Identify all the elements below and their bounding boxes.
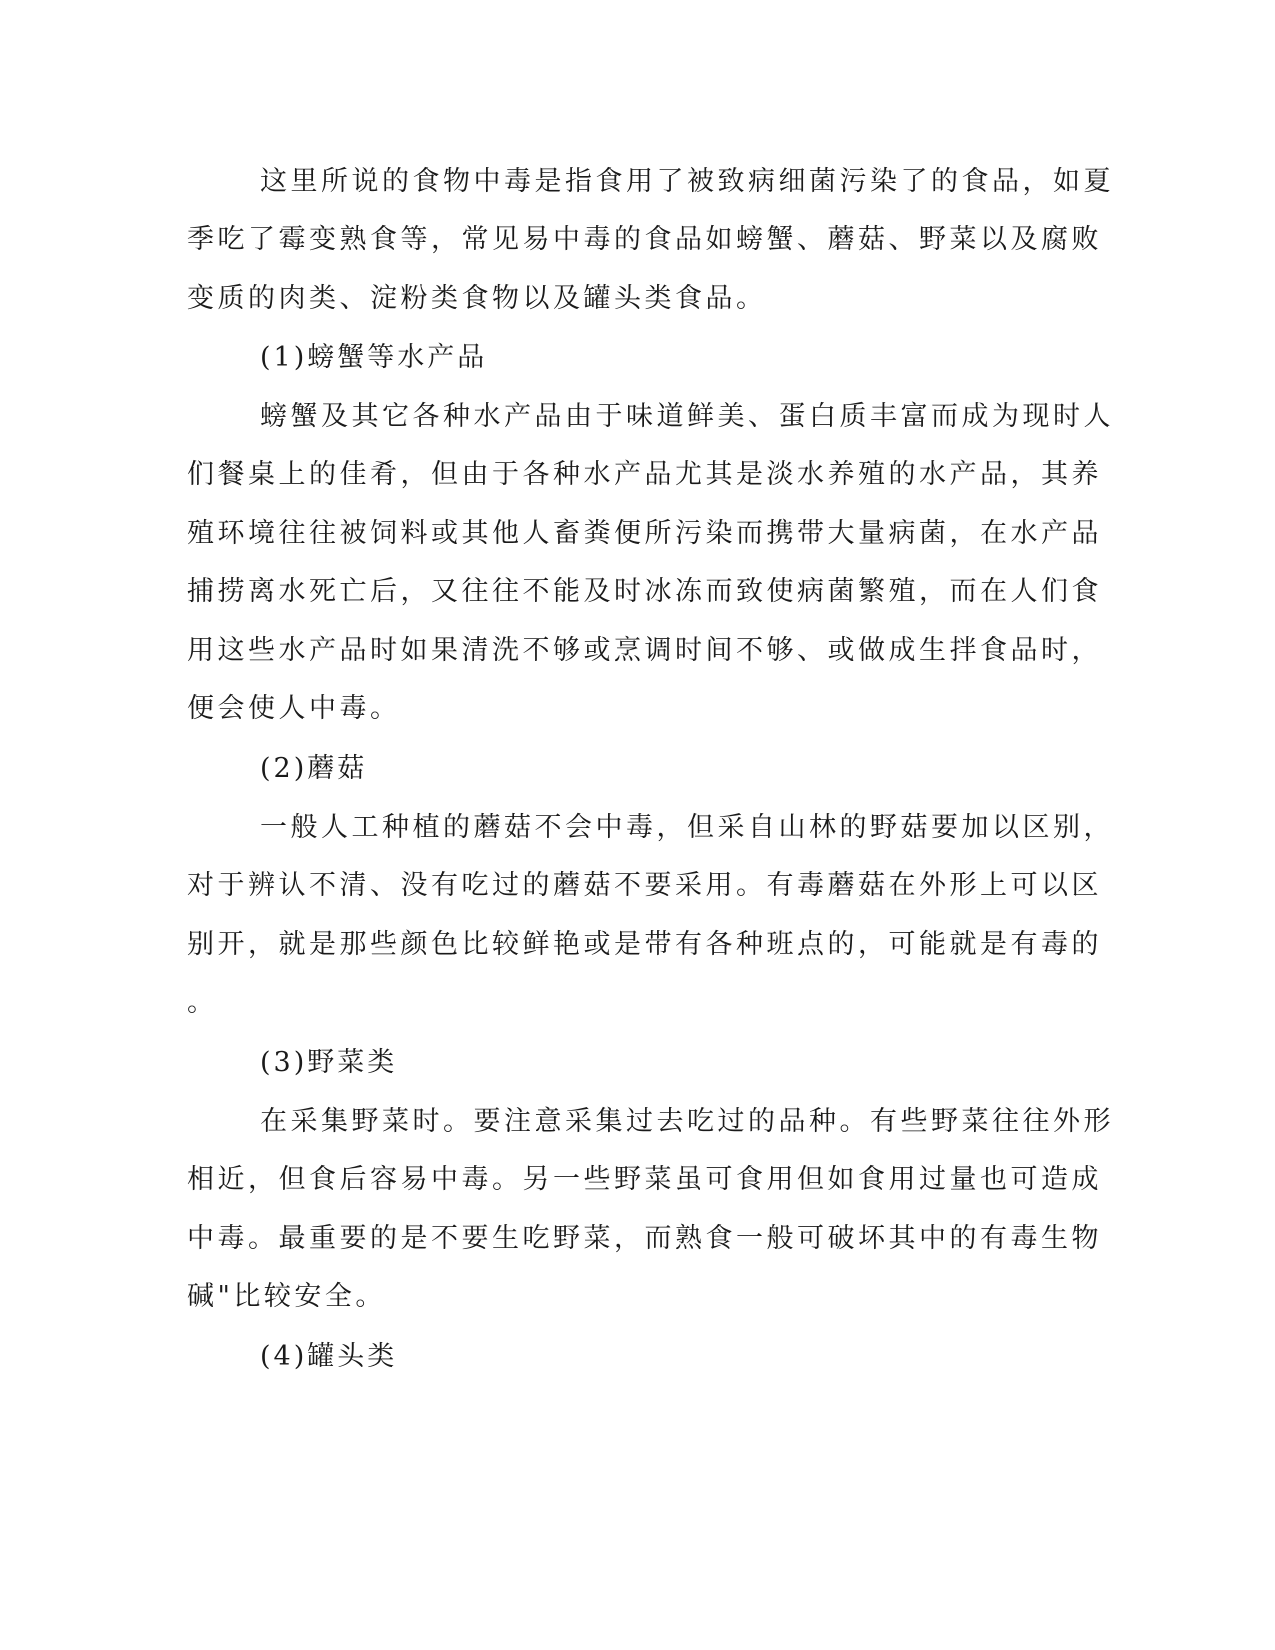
paragraph-line: 别开，就是那些颜色比较鲜艳或是带有各种班点的，可能就是有毒的: [187, 929, 1102, 960]
paragraph-line: 便会使人中毒。: [187, 693, 401, 724]
paragraph-line: 相近，但食后容易中毒。另一些野菜虽可食用但如食用过量也可造成: [187, 1164, 1102, 1195]
paragraph-line: 一般人工种植的蘑菇不会中毒，但采自山林的野菇要加以区别，: [260, 812, 1114, 843]
paragraph-line: 殖环境往往被饲料或其他人畜粪便所污染而携带大量病菌，在水产品: [187, 518, 1102, 549]
paragraph-line: 对于辨认不清、没有吃过的蘑菇不要采用。有毒蘑菇在外形上可以区: [187, 870, 1102, 901]
heading-text: (2)蘑菇: [260, 753, 368, 784]
paragraph-line: 用这些水产品时如果清洗不够或烹调时间不够、或做成生拌食品时，: [187, 635, 1102, 666]
paragraph-line: 中毒。最重要的是不要生吃野菜，而熟食一般可破坏其中的有毒生物: [187, 1223, 1102, 1254]
heading-text: (4)罐头类: [260, 1341, 398, 1372]
paragraph-line: 螃蟹及其它各种水产品由于味道鲜美、蛋白质丰富而成为现时人: [260, 401, 1114, 432]
paragraph-line: 季吃了霉变熟食等，常见易中毒的食品如螃蟹、蘑菇、野菜以及腐败: [187, 224, 1102, 255]
paragraph-line: 这里所说的食物中毒是指食用了被致病细菌污染了的食品，如夏: [260, 166, 1114, 197]
paragraph-line: 。: [187, 987, 218, 1018]
heading-text: (3)野菜类: [260, 1047, 398, 1078]
paragraph-line: 变质的肉类、淀粉类食物以及罐头类食品。: [187, 283, 767, 314]
paragraph-line: 们餐桌上的佳肴，但由于各种水产品尤其是淡水养殖的水产品，其养: [187, 459, 1102, 490]
heading-text: (1)螃蟹等水产品: [260, 342, 488, 373]
paragraph-line: 在采集野菜时。要注意采集过去吃过的品种。有些野菜往往外形: [260, 1106, 1114, 1137]
paragraph-line: 碱"比较安全。: [187, 1281, 386, 1312]
paragraph-line: 捕捞离水死亡后，又往往不能及时冰冻而致使病菌繁殖，而在人们食: [187, 576, 1102, 607]
